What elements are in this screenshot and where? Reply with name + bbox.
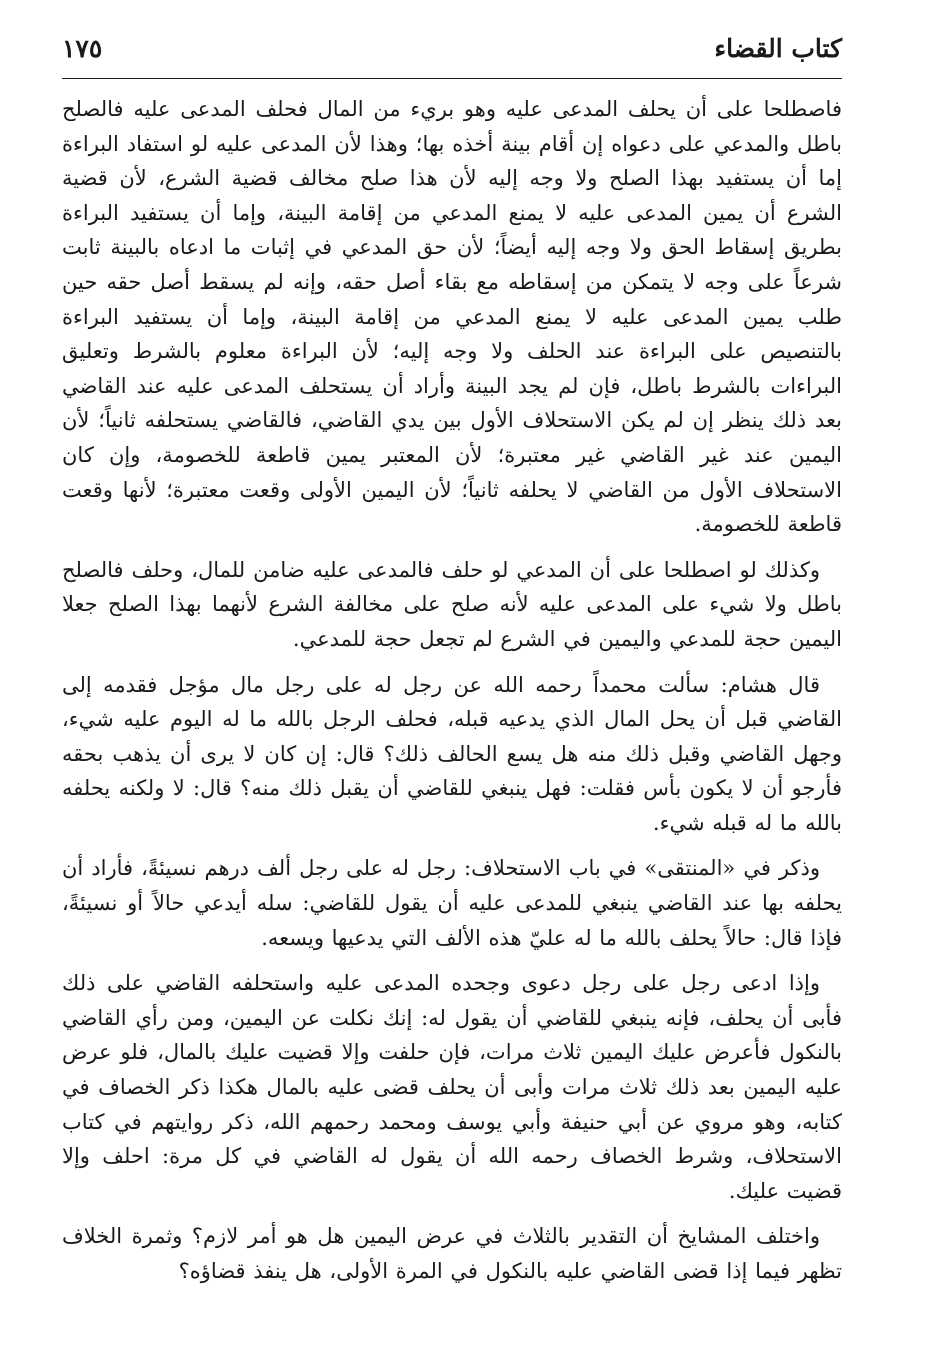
page-header	[62, 30, 842, 74]
page-number: ١٧٥	[62, 34, 103, 63]
paragraph-4: وذكر في «المنتقى» في باب الاستحلاف: رجل له على رجل ألف درهم نسيئةً، فأراد أن يحلفه بها عند القاضي ينبغي للمدعى عليه أن يقول للقاضي: سله أيدعي حالاً أو نسيئةً، فإذا قال: حالاً يحلف بالله ما له عليّ هذه الألف التي يدعيها ويسعه.	[62, 856, 842, 950]
paragraph-2: وكذلك لو اصطلحا على أن المدعي لو حلف فالمدعى عليه ضامن للمال، وحلف فالصلح باطل ولا شيء على المدعى عليه لأنه صلح على مخالفة الشرع لأنهما بهذا الصلح جعلا اليمين حجة للمدعي واليمين في الشرع لم تجعل حجة للمدعي.	[62, 557, 842, 651]
paragraph-6: واختلف المشايخ أن التقدير بالثلاث في عرض اليمين هل هو أمر لازم؟ وثمرة الخلاف تظهر فيما إذا قضى القاضي عليه بالنكول في المرة الأولى، هل ينفذ قضاؤه؟	[62, 1224, 842, 1283]
header-divider	[62, 78, 842, 79]
paragraph-1: فاصطلحا على أن يحلف المدعى عليه وهو بريء من المال فحلف المدعى عليه فالصلح باطل والمدعي على دعواه إن أقام بينة أخذه بها؛ وهذا لأن المدعى عليه لو استفاد البراءة إما أن يستفيد بهذا الصلح ولا وجه إليه لأن هذا صلح مخالف قضية الشرع، لأن قضية الشرع أن يمين المدعى عليه لا يمنع المدعي من إقامة البينة، وإما أن يستفيد البراءة بطريق إسقاط الحق ولا وجه إليه أيضاً؛ لأن حق المدعي في إثبات ما ادعاه بالبينة ثابت شرعاً على وجه لا يتمكن من إسقاطه مع بقاء أصل حقه، وإنه لم يسقط أصل حقه حين طلب يمين المدعى عليه لا يمنع المدعي من إقامة البينة، وإما أن يستفيد البراءة بالتنصيص على البراءة عند الحلف ولا وجه إليه؛ لأن البراءة معلوم بالشرط وتعليق البراءات بالشرط باطل، فإن لم يجد البينة وأراد أن يستحلف المدعى عليه عند القاضي بعد ذلك ينظر إن لم يكن الاستحلاف الأول بين يدي القاضي، فالقاضي يستحلفه ثانياً؛ لأن اليمين عند غير القاضي غير معتبرة؛ لأن المعتبر يمين قاطعة للخصومة، وإن كان الاستحلاف الأول من القاضي لا يحلفه ثانياً؛ لأن اليمين الأولى وقعت معتبرة؛ لأنها وقعت قاطعة للخصومة.	[62, 97, 842, 537]
paragraph-5: وإذا ادعى رجل على رجل دعوى وجحده المدعى عليه واستحلفه القاضي على ذلك فأبى أن يحلف، فإنه ينبغي للقاضي أن يقول له: إنك نكلت عن اليمين، ومن رأي القاضي بالنكول فأعرض عليك اليمين ثلاث مرات، فإن حلفت وإلا قضيت عليك بالمال، فلو عرض عليه اليمين بعد ذلك ثلاث مرات وأبى أن يحلف قضى عليه بالمال هكذا ذكر الخصاف في كتابه، وهو مروي عن أبي حنيفة وأبي يوسف ومحمد رحمهم الله، ذكر روايتهم في كتاب الاستحلاف، وشرط الخصاف رحمه الله أن يقول له القاضي في كل مرة: احلف وإلا قضيت عليك.	[62, 971, 842, 1203]
page-body	[62, 92, 842, 1300]
paragraph-3: قال هشام: سألت محمداً رحمه الله عن رجل له على رجل مال مؤجل فقدمه إلى القاضي قبل أن يحل المال الذي يدعيه قبله، فحلف الرجل بالله ما له اليوم عليه شيء، وجهل القاضي وقبل ذلك منه هل يسع الحالف ذلك؟ قال: إن كان لا يرى أن يذهب بحقه فأرجو أن لا يكون بأس فقلت: فهل ينبغي للقاضي أن يقبل ذلك منه؟ قال: لا ولكنه يحلفه بالله ما له قبله شيء.	[62, 672, 842, 835]
chapter-title: كتاب القضاء	[714, 34, 842, 63]
